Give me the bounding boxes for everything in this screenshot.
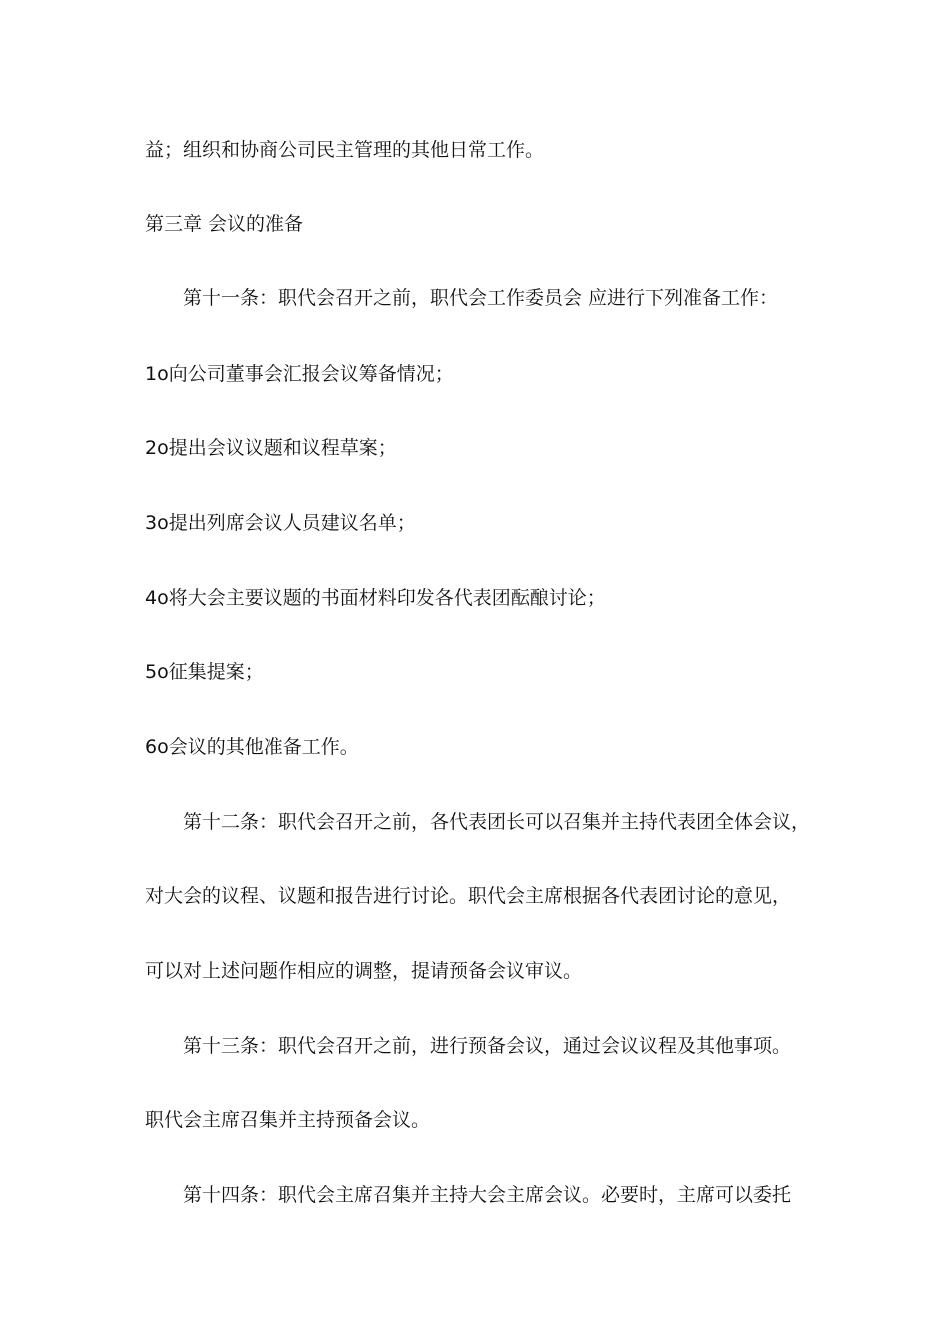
list-item-3: 3o提出列席会议人员建议名单； [145, 512, 416, 534]
chapter-heading: 第三章 会议的准备 [145, 213, 304, 235]
article-12-line-2: 对大会的议程、议题和报告进行讨论。职代会主席根据各代表团讨论的意见， [145, 885, 792, 907]
article-11-line: 第十一条：职代会召开之前，职代会工作委员会 应进行下列准备工作： [183, 287, 779, 309]
list-item-4: 4o将大会主要议题的书面材料印发各代表团酝酿讨论； [145, 587, 606, 609]
article-13-line-1: 第十三条：职代会召开之前，进行预备会议，通过会议议程及其他事项。 [183, 1035, 792, 1057]
article-14-line-1: 第十四条：职代会主席召集并主持大会主席会议。必要时，主席可以委托 [183, 1184, 792, 1206]
article-12-line-3: 可以对上述问题作相应的调整，提请预备会议审议。 [145, 960, 583, 982]
list-item-2: 2o提出会议议题和议程草案； [145, 437, 397, 459]
list-item-1: 1o向公司董事会汇报会议筹备情况； [145, 363, 454, 385]
paragraph-line-continuation: 益；组织和协商公司民主管理的其他日常工作。 [145, 139, 545, 161]
article-12-line-1: 第十二条：职代会召开之前，各代表团长可以召集并主持代表团全体会议， [183, 811, 811, 833]
list-item-5: 5o征集提案； [145, 661, 264, 683]
list-item-6: 6o会议的其他准备工作。 [145, 736, 359, 758]
article-13-line-2: 职代会主席召集并主持预备会议。 [145, 1109, 431, 1131]
